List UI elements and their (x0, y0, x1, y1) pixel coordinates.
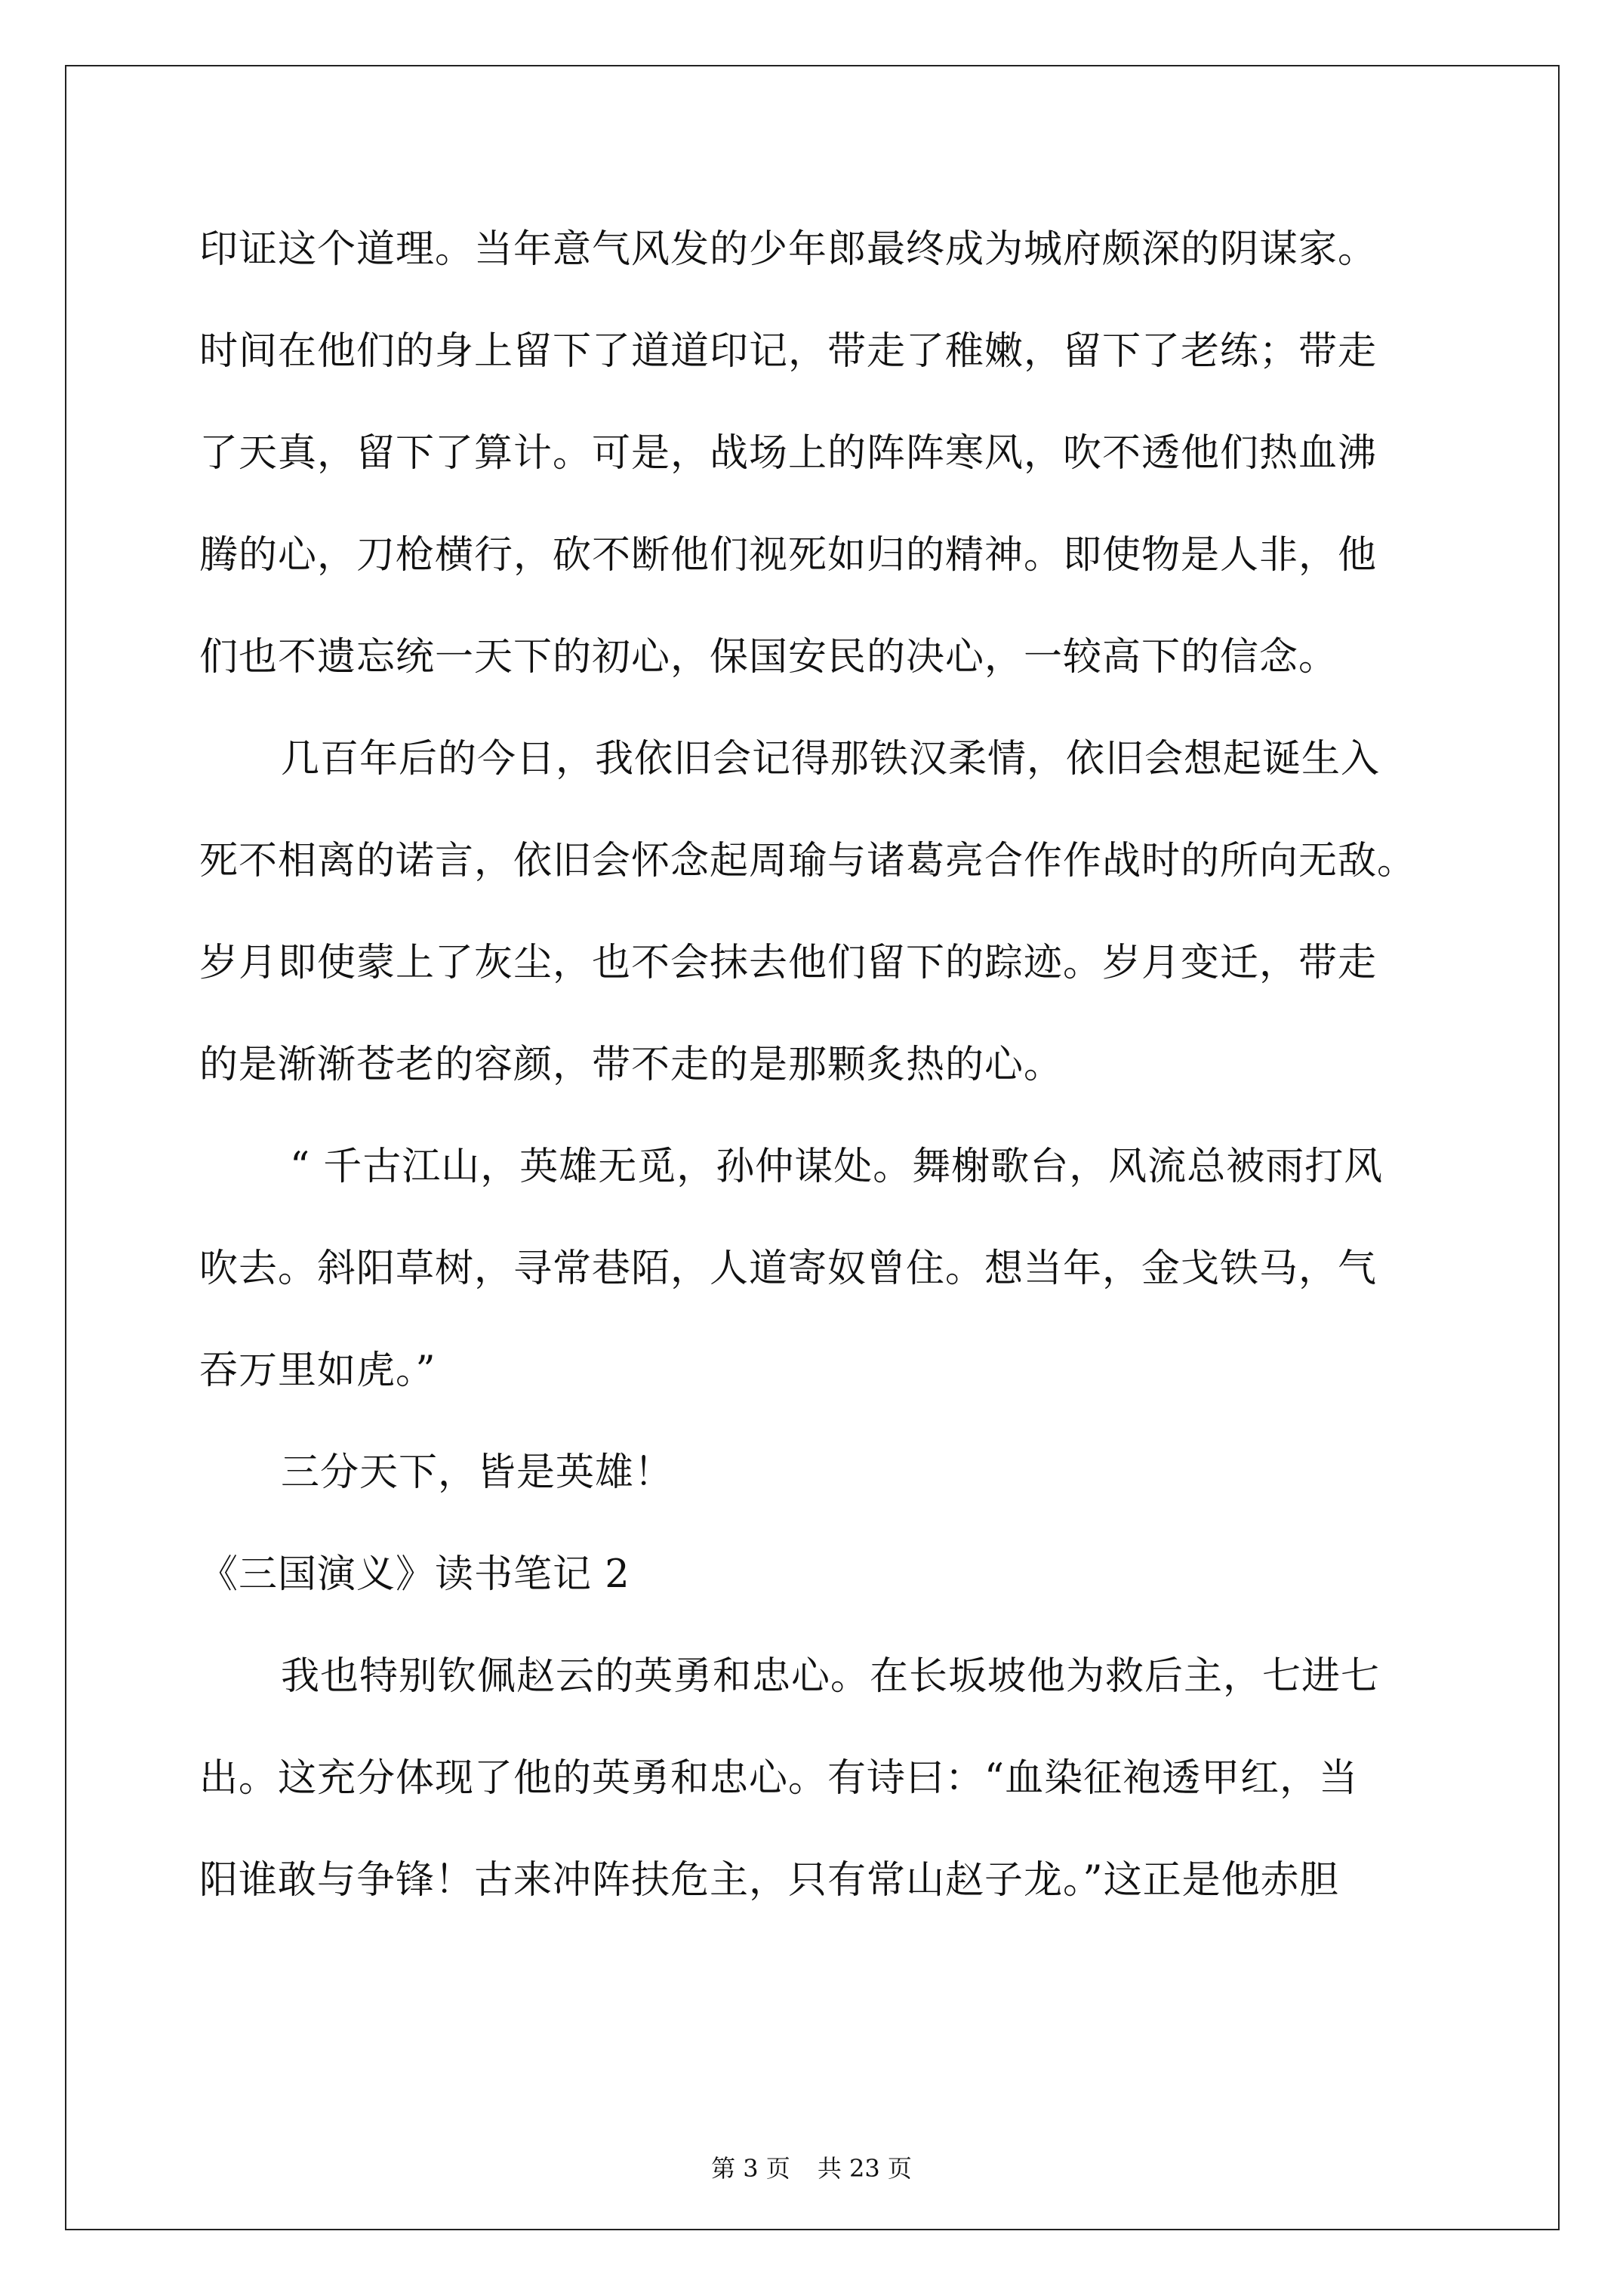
page-number: 第 3 页 (711, 2154, 790, 2183)
total-pages: 共 23 页 (817, 2154, 912, 2183)
body-line-2: 时间在他们的身上留下了道道印记，带走了稚嫩，留下了老练；带走 (199, 329, 1378, 374)
body-line-9: 的是渐渐苍老的容颜，带不走的是那颗炙热的心。 (199, 1043, 1064, 1087)
section-heading: 《三国演义》读书笔记 2 (199, 1552, 630, 1597)
body-line-17: 阳谁敢与争锋！古来冲阵扶危主，只有常山赵子龙。”这正是他赤胆 (199, 1858, 1339, 1903)
body-line-3: 了天真，留下了算计。可是，战场上的阵阵寒风，吹不透他们热血沸 (199, 431, 1378, 476)
body-line-16: 出。这充分体现了他的英勇和忠心。有诗曰：“血染征袍透甲红，当 (199, 1756, 1359, 1801)
body-line-8: 岁月即使蒙上了灰尘，也不会抹去他们留下的踪迹。岁月变迁，带走 (199, 941, 1378, 985)
body-line-5: 们也不遗忘统一天下的初心，保国安民的决心，一较高下的信念。 (199, 635, 1338, 680)
page-footer (0, 2153, 1623, 2184)
body-line-4: 腾的心，刀枪横行，砍不断他们视死如归的精神。即使物是人非，他 (199, 533, 1378, 578)
quote-line-1: “ 千古江山，英雄无觅，孙仲谋处。舞榭歌台，风流总被雨打风 (290, 1145, 1384, 1189)
body-line-1: 印证这个道理。当年意气风发的少年郎最终成为城府颇深的阴谋家。 (199, 227, 1378, 272)
summary-line: 三分天下，皆是英雄！ (281, 1450, 674, 1495)
paragraph-start-line-6: 几百年后的今日，我依旧会记得那铁汉柔情，依旧会想起诞生入 (281, 737, 1381, 781)
document-body (199, 216, 1437, 1949)
paragraph-start-line-15: 我也特别钦佩赵云的英勇和忠心。在长坂坡他为救后主，七进七 (281, 1654, 1381, 1699)
quote-line-3: 吞万里如虎。” (199, 1348, 436, 1393)
quote-line-2: 吹去。斜阳草树，寻常巷陌，人道寄奴曾住。想当年，金戈铁马，气 (199, 1247, 1378, 1291)
body-line-7: 死不相离的诺言，依旧会怀念起周瑜与诸葛亮合作作战时的所向无敌。 (199, 839, 1417, 883)
